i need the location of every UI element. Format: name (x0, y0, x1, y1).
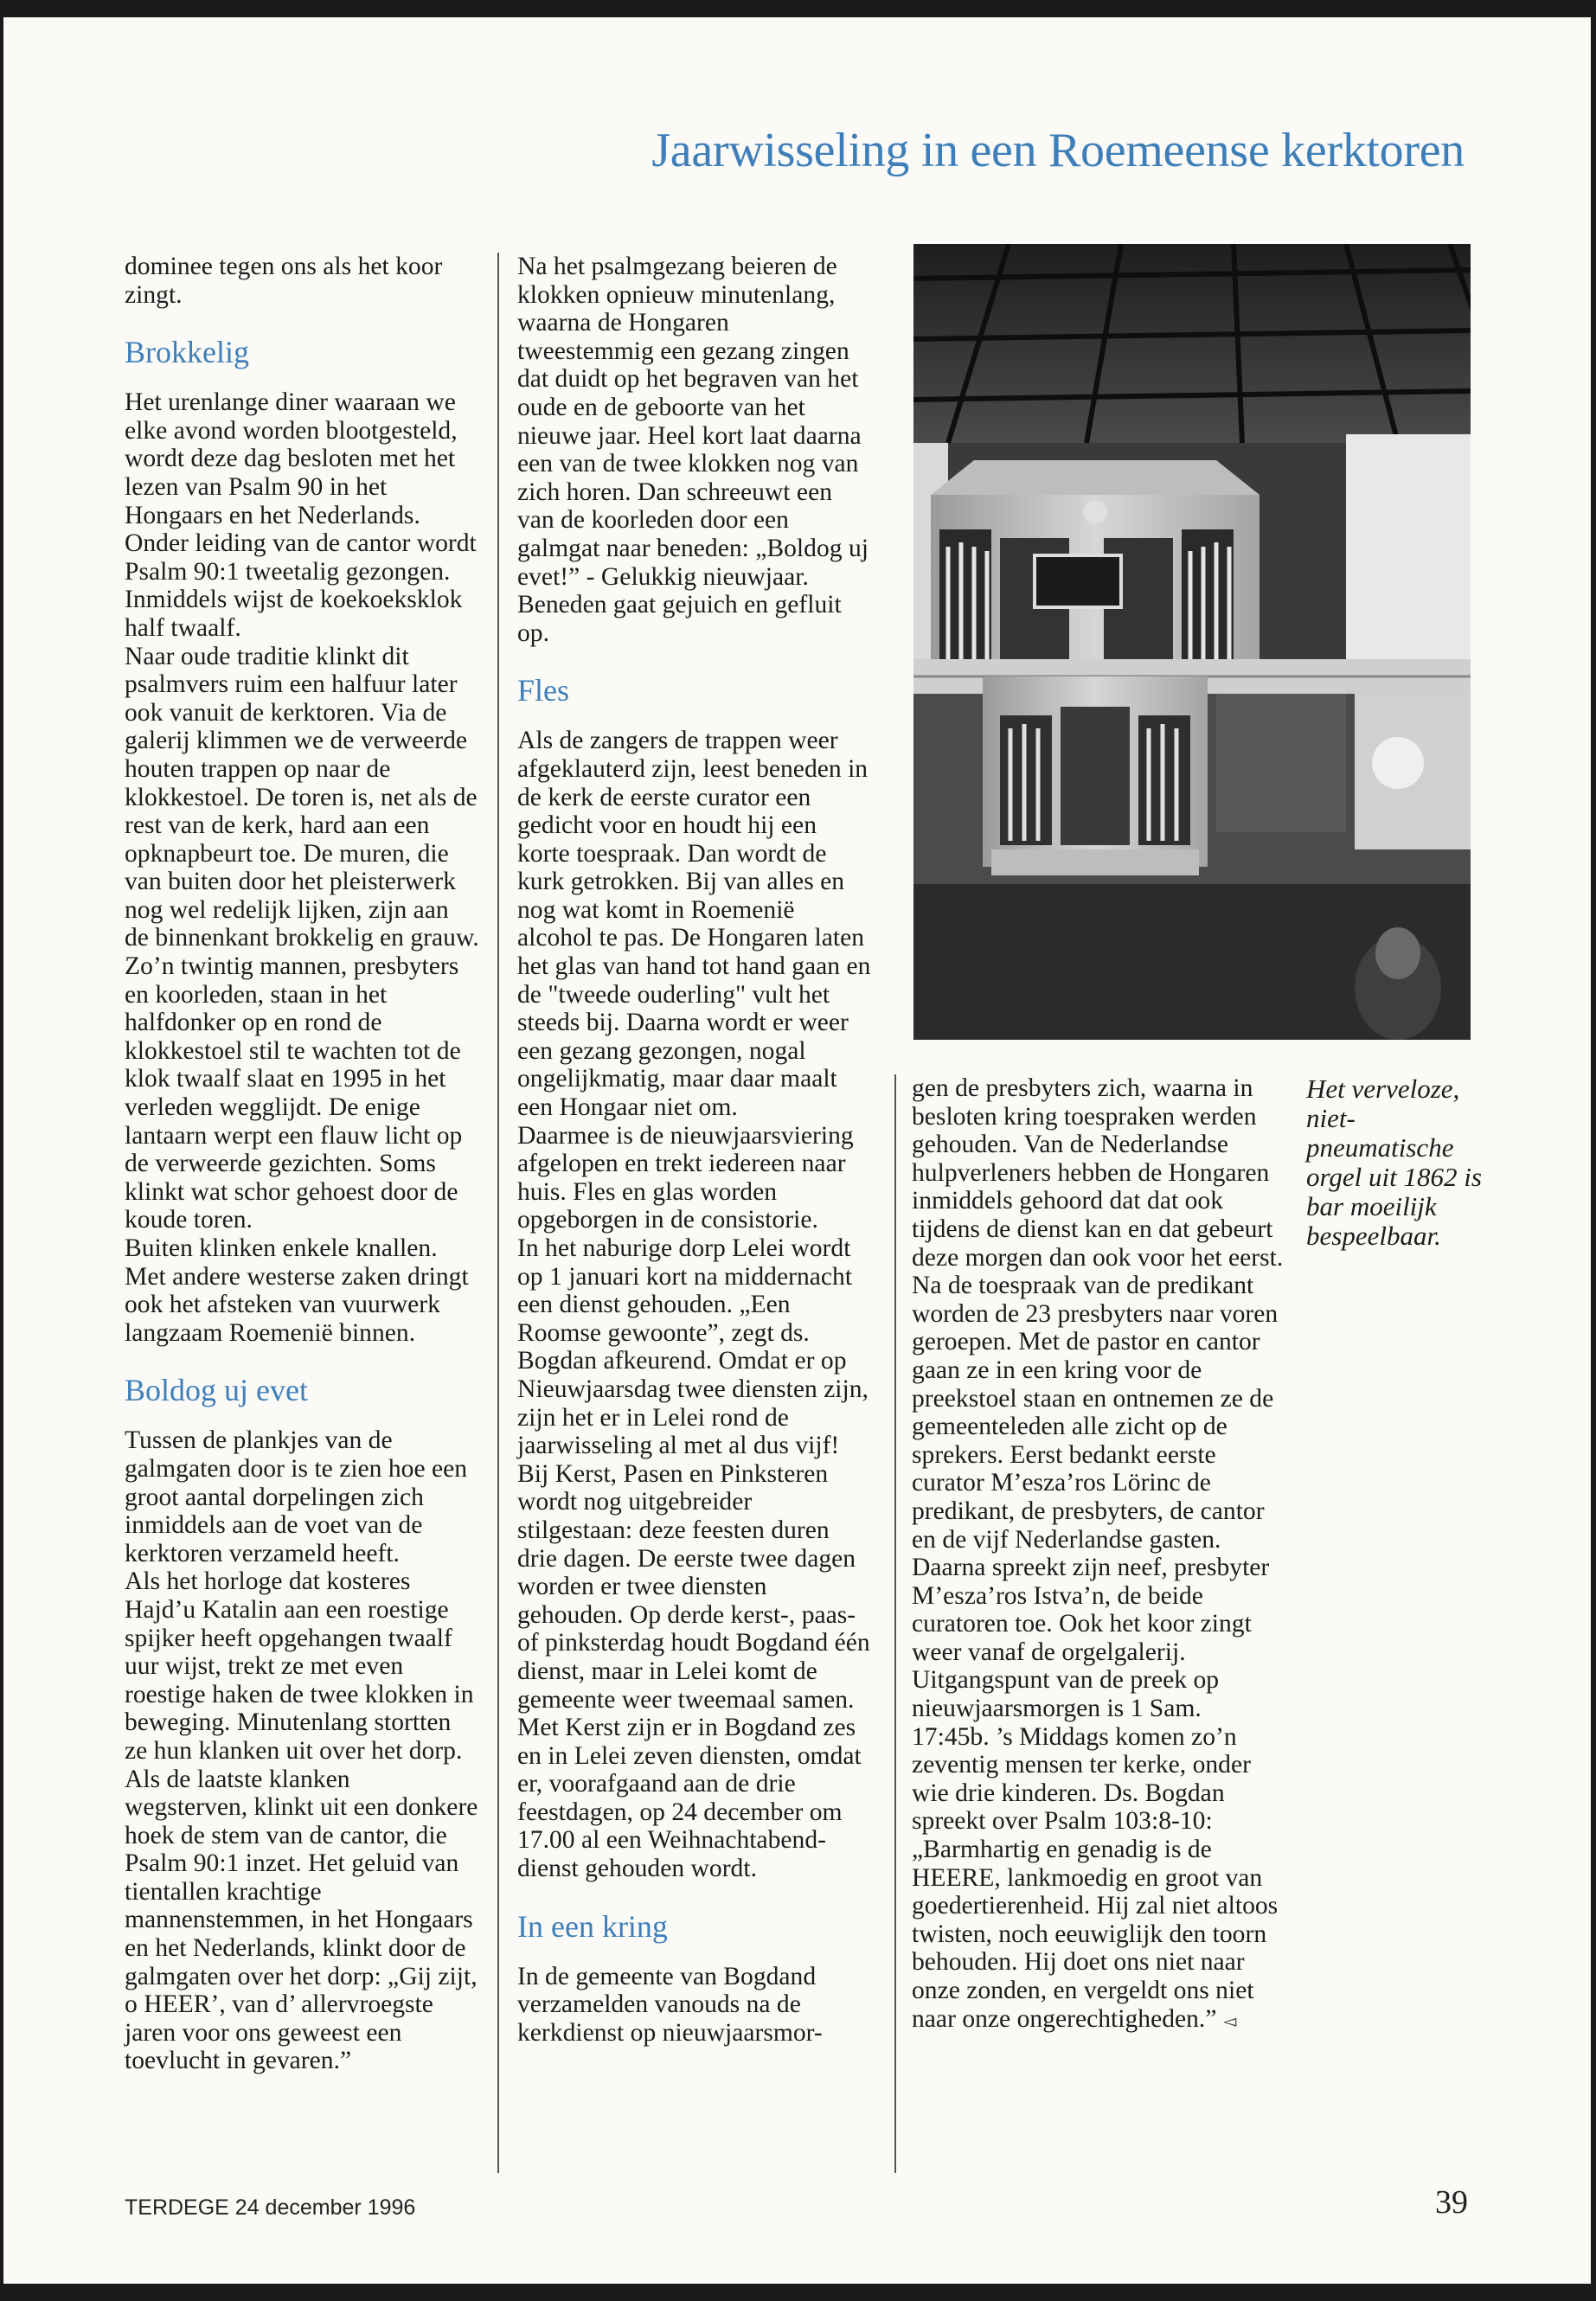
column-3 (912, 1074, 1284, 2035)
paragraph: Zo’n twintig mannen, presbyters en koorleden, staan in het halfdonker op en rond de klokkestoel stil te wachten tot de klok twaalf slaat en 1995 in het verleden wegglijdt. De enige lantaarn werpt een flauw licht op de verweerde gezichten. Soms klinkt wat schor gehoest door de koude toren. (125, 952, 463, 1234)
paragraph (912, 1666, 1284, 2035)
organ-case (931, 460, 1259, 694)
column-2 (517, 253, 872, 2047)
page-number: 39 (1435, 2184, 1468, 2221)
magazine-page (3, 17, 1591, 2284)
paragraph: In het naburige dorp Lelei wordt op 1 januari kort na middernacht een dienst gehouden. „Een Roomse gewoonte”, zegt ds. Bogdan afkeurend. Omdat er op Nieuwjaarsdag twee diensten zijn, zijn het er in Lelei rond de jaarwisseling al met al dus vijf! (517, 1234, 869, 1460)
subheading-boldog: Boldog uj evet (125, 1373, 308, 1408)
column-divider (497, 253, 499, 2173)
subheading-fles: Fles (517, 673, 570, 708)
paragraph: Buiten klinken enkele knallen. Met andere westerse zaken dringt ook het afsteken van vuurwerk langzaam Roemenië binnen. (125, 1234, 469, 1347)
end-of-article-icon: ◅ (1222, 2011, 1237, 2031)
lower-organ (983, 676, 1208, 875)
column-1 (125, 253, 479, 2075)
organ-photo (913, 244, 1471, 1040)
paragraph: Het urenlange diner waaraan we elke avond worden blootgesteld, wordt deze dag besloten met het lezen van Psalm 90 in het Hongaars en het Nederlands. Onder leiding van de cantor wordt Psalm 90:1 tweetalig gezongen. Inmiddels wijst de koekoeksklok half twaalf. (125, 388, 477, 642)
footer-publication: TERDEGE 24 december 1996 (125, 2195, 416, 2220)
paragraph: Daarmee is de nieuwjaarsviering afgelopen en trekt iedereen naar huis. Fles en glas worden opgeborgen in de consistorie. (517, 1121, 854, 1234)
paragraph-text: Uitgangspunt van de preek op nieuwjaarsmorgen is 1 Sam. 17:45b. ’s Middags komen zo’n zeventig mensen ter kerke, onder wie drie kinderen. Ds. Bogdan spreekt over Psalm 103:8-10: „Barmhartig en genadig is de HEERE, lankmoedig en groot van goedertierenheid. Hij zal niet altoos twisten, noch eeuwiglijk den toorn behouden. Hij doet ons niet naar onze zonden, en vergeldt ons niet naar onze ongerechtigheden.” (912, 1666, 1279, 2033)
paragraph: Als de zangers de trappen weer afgeklauterd zijn, leest beneden in de kerk de eerste curator een gedicht voor en houdt hij een korte toespraak. Dan wordt de kurk getrokken. Bij van alles en nog wat komt in Roemenië alcohol te pas. De Hongaren laten het glas van hand tot hand gaan en de "tweede ouderling" vult het steeds bij. Daarna wordt er weer een gezang gezongen, nogal ongelijkmatig, maar daar maalt een Hongaar niet om. (517, 727, 871, 1122)
photo-caption: Het verveloze, niet-pneumatische orgel uit 1862 is bar moeilijk bespeelbaar. (1306, 1074, 1482, 1251)
paragraph: Naar oude traditie klinkt dit psalmvers ruim een halfuur later ook vanuit de kerktoren. Via de galerij klimmen we de verweerde houten trappen op naar de klokkestoel. De toren is, net als de rest van de kerk, hard aan een opknapbeurt toe. De muren, die van buiten door het pleisterwerk nog wel redelijk lijken, zijn aan de binnenkant brokkelig en grauw. (125, 642, 479, 952)
subheading-brokkelig: Brokkelig (125, 335, 249, 370)
paragraph: Na het psalmgezang beieren de klokken opnieuw minutenlang, waarna de Hongaren tweestemmig een gezang zingen dat duidt op het begraven van het oude en de geboorte van het nieuwe jaar. Heel kort laat daarna een van de twee klokken nog van zich horen. Dan schreeuwt een van de koorleden door een galmgat naar beneden: „Boldog uj evet!” - Gelukkig nieuwjaar. Beneden gaat gejuich en gefluit op. (517, 253, 869, 647)
paragraph: gen de presbyters zich, waarna in besloten kring toespraken werden gehouden. Van de Nederlandse hulpverleners hebben de Hongaren inmiddels gehoord dat dat ook tijdens de dienst kan en dat gebeurt deze morgen dan ook voor het eerst. (912, 1074, 1284, 1272)
column-divider (894, 1074, 896, 2173)
paragraph: Tussen de plankjes van de galmgaten door is te zien hoe een groot aantal dorpelingen zich inmiddels aan de voet van de kerktoren verzameld heeft. (125, 1426, 468, 1567)
paragraph: Bij Kerst, Pasen en Pinksteren wordt nog uitgebreider stilgestaan: deze feesten duren drie dagen. De eerste twee dagen worden er twee diensten gehouden. Op derde kerst-, paas- of pinksterdag houdt Bogdand één dienst, maar in Lelei komt de gemeente weer tweemaal samen. Met Kerst zijn er in Bogdand zes en in Lelei zeven diensten, omdat er, voorafgaand aan de drie feestdagen, op 24 december om 17.00 al een Weihnachtabend-dienst gehouden wordt. (517, 1459, 870, 1883)
organ-illustration (913, 244, 1471, 1040)
paragraph: dominee tegen ons als het koor zingt. (125, 253, 443, 309)
article-title: Jaarwisseling in een Roemeense kerktoren (651, 124, 1465, 177)
subheading-kring: In een kring (517, 1908, 668, 1944)
paragraph: Als het horloge dat kosteres Hajd’u Katalin aan een roestige spijker heeft opgehangen twaalf uur wijst, trekt ze met even roestige haken de twee klokken in beweging. Minutenlang stortten ze hun klanken uit over het dorp. Als de laatste klanken wegsterven, klinkt uit een donkere hoek de stem van de cantor, die Psalm 90:1 inzet. Het geluid van tientallen krachtige mannenstemmen, in het Hongaars en het Nederlands, klinkt door de galmgaten over het dorp: „Gij zijt, o HEER’, van d’ allervroegste jaren voor ons geweest een toevlucht in gevaren.” (125, 1567, 478, 2075)
paragraph: In de gemeente van Bogdand verzamelden vanouds na de kerkdienst op nieuwjaarsmor- (517, 1962, 823, 2047)
paragraph: Na de toespraak van de predikant worden de 23 presbyters naar voren geroepen. Met de pastor en cantor gaan ze in een kring voor de preekstoel staan en ontnemen ze de gemeenteleden alle zicht op de sprekers. Eerst bedankt eerste curator M’esza’ros Lörinc de predikant, de presbyters, de cantor en de vijf Nederlandse gasten. Daarna spreekt zijn neef, presbyter M’esza’ros Istva’n, de beide curatoren toe. Ook het koor zingt weer vanaf de orgelgalerij. (912, 1272, 1279, 1666)
